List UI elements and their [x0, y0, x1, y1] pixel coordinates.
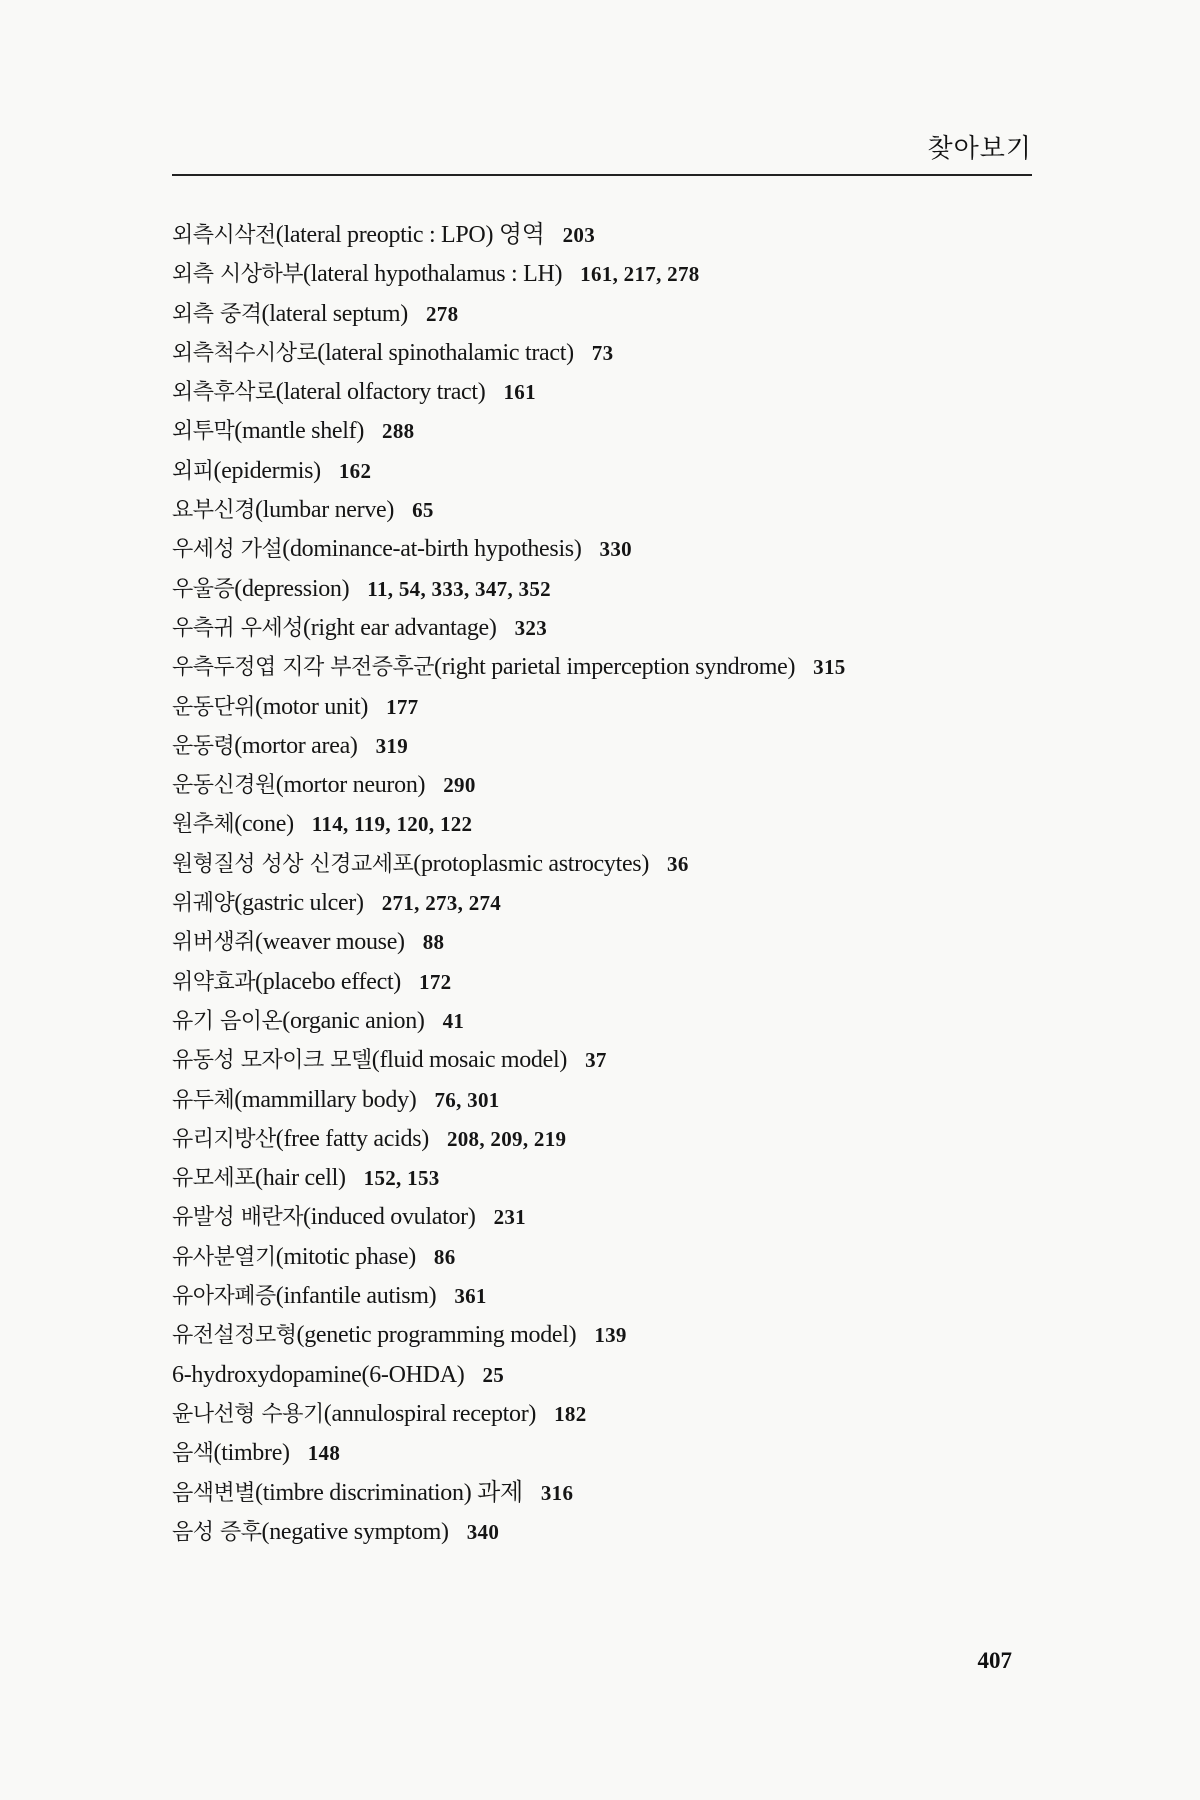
index-term-english: (lumbar nerve) — [255, 497, 395, 524]
index-term-english: (negative symptom) — [261, 1518, 449, 1545]
index-term-english: (lateral hypothalamus : LH) — [303, 261, 563, 288]
index-page-refs: 288 — [382, 419, 415, 444]
index-term-english: (lateral spinothalamic tract) — [317, 339, 574, 366]
index-page-refs: 316 — [540, 1480, 574, 1505]
index-page-refs: 36 — [667, 851, 689, 876]
index-page-refs: 161 — [503, 380, 536, 405]
index-term-english: (lateral preoptic : LPO) 영역 — [275, 222, 545, 248]
index-page-refs: 11, 54, 333, 347, 352 — [367, 576, 551, 601]
index-entry — [172, 1277, 1052, 1316]
index-entry — [172, 1356, 1052, 1395]
index-term-korean: 우세성 가설 — [172, 537, 283, 563]
index-term-korean: 외측시삭전 — [172, 223, 276, 248]
index-term-korean: 운동단위 — [172, 694, 256, 720]
index-page-refs: 323 — [514, 615, 548, 640]
index-term-korean: 외측 시상하부 — [172, 262, 304, 288]
index-term-korean: 요부신경 — [172, 498, 256, 524]
index-page-refs: 162 — [338, 458, 372, 483]
index-term-korean: 유두체 — [172, 1087, 235, 1113]
index-term-english: (fluid mosaic model) — [371, 1047, 568, 1074]
index-term-english: (protoplasmic astrocytes) — [413, 850, 650, 877]
index-entry — [172, 648, 1052, 687]
index-page-refs: 172 — [419, 969, 452, 994]
index-term-english: (timbre discrimination) 과제 — [255, 1479, 523, 1506]
index-list — [172, 216, 1052, 1552]
page-number: 407 — [977, 1648, 1012, 1673]
index-term-english: 6-hydroxydopamine(6-OHDA) — [172, 1361, 465, 1388]
index-page-refs: 290 — [443, 773, 476, 798]
index-term-korean: 원추체 — [172, 812, 235, 838]
index-term-korean: 외측척수시상로 — [172, 340, 318, 366]
index-term-korean: 윤나선형 수용기 — [172, 1401, 324, 1427]
index-entry — [172, 1238, 1052, 1277]
index-page-refs: 161, 217, 278 — [580, 262, 700, 287]
index-term-korean: 유모세포 — [172, 1166, 256, 1192]
index-entry — [172, 609, 1052, 648]
index-page-refs: 65 — [412, 498, 434, 523]
index-term-english: (placebo effect) — [255, 968, 402, 995]
index-entry — [172, 766, 1052, 805]
index-term-korean: 우측두정엽 지각 부전증후군 — [172, 655, 435, 681]
index-entry — [172, 845, 1052, 884]
index-page-refs: 271, 273, 274 — [381, 891, 502, 916]
index-term-english: (mortor area) — [234, 732, 358, 759]
index-term-english: (induced ovulator) — [303, 1204, 476, 1231]
index-entry — [172, 295, 1052, 334]
index-term-english: (dominance-at-birth hypothesis) — [282, 536, 582, 563]
index-page-refs: 25 — [482, 1362, 505, 1387]
index-entry — [172, 373, 1052, 412]
index-entry — [172, 1159, 1052, 1198]
index-entry — [172, 884, 1052, 923]
index-term-english: (gastric ulcer) — [234, 890, 364, 917]
index-term-english: (right parietal imperception syndrome) — [434, 654, 796, 681]
index-page-refs: 340 — [466, 1519, 500, 1544]
index-page-refs: 208, 209, 219 — [446, 1126, 567, 1151]
index-entry — [172, 1041, 1052, 1080]
index-entry — [172, 688, 1052, 727]
index-term-korean: 음색 — [172, 1441, 214, 1467]
index-entry — [172, 1081, 1052, 1120]
index-page-refs: 139 — [594, 1323, 627, 1348]
index-entry — [172, 570, 1052, 609]
index-page-refs: 177 — [386, 694, 419, 719]
index-entry — [172, 334, 1052, 373]
index-page-refs: 182 — [554, 1401, 587, 1426]
index-entry — [172, 1434, 1052, 1473]
index-page-refs: 278 — [425, 301, 459, 326]
index-term-english: (epidermis) — [213, 457, 321, 484]
index-term-english: (genetic programming model) — [296, 1322, 577, 1349]
index-entry — [172, 1513, 1052, 1552]
index-term-english: (organic anion) — [282, 1007, 425, 1034]
index-term-english: (infantile autism) — [275, 1283, 437, 1310]
index-entry — [172, 1316, 1052, 1355]
index-term-korean: 유사분열기 — [172, 1244, 276, 1270]
index-entry — [172, 530, 1052, 569]
index-term-korean: 우울증 — [172, 576, 235, 602]
index-term-korean: 위버생쥐 — [172, 930, 256, 956]
index-term-english: (depression) — [234, 575, 350, 602]
index-entry — [172, 216, 1052, 255]
index-entry — [172, 805, 1052, 844]
index-entry — [172, 1002, 1052, 1041]
index-term-korean: 유전설정모형 — [172, 1323, 297, 1349]
index-term-korean: 음성 증후 — [172, 1519, 262, 1545]
index-page-refs: 73 — [591, 340, 614, 365]
index-entry — [172, 1474, 1052, 1513]
index-entry — [172, 452, 1052, 491]
index-page-refs: 76, 301 — [434, 1087, 500, 1112]
index-entry — [172, 923, 1052, 962]
index-term-english: (lateral septum) — [261, 300, 408, 327]
index-page-refs: 203 — [562, 223, 596, 247]
index-term-english: (timbre) — [213, 1440, 290, 1467]
index-page-refs: 330 — [599, 537, 632, 562]
index-term-korean: 유동성 모자이크 모델 — [172, 1048, 372, 1074]
index-term-english: (lateral olfactory tract) — [275, 379, 486, 406]
index-page-refs: 86 — [433, 1244, 456, 1269]
index-page-refs: 152, 153 — [363, 1166, 440, 1191]
index-term-korean: 음색변별 — [172, 1480, 256, 1506]
index-term-korean: 유아자폐증 — [172, 1284, 276, 1310]
index-term-english: (mantle shelf) — [234, 418, 365, 445]
index-term-korean: 외측후삭로 — [172, 380, 276, 406]
index-term-korean: 우측귀 우세성 — [172, 615, 304, 641]
index-term-english: (motor unit) — [255, 693, 369, 720]
index-page-refs: 361 — [454, 1284, 487, 1309]
index-entry — [172, 1395, 1052, 1434]
index-page-refs: 114, 119, 120, 122 — [311, 812, 473, 837]
index-term-korean: 원형질성 성상 신경교세포 — [172, 851, 414, 877]
index-page-refs: 41 — [442, 1008, 465, 1033]
index-entry — [172, 1198, 1052, 1237]
index-entry — [172, 412, 1052, 451]
index-term-english: (right ear advantage) — [303, 614, 497, 641]
index-term-korean: 위약효과 — [172, 969, 256, 995]
index-term-korean: 외투막 — [172, 419, 235, 445]
section-title: 찾아보기 — [927, 134, 1032, 164]
index-term-korean: 유리지방산 — [172, 1126, 276, 1152]
index-term-korean: 운동신경원 — [172, 773, 276, 799]
index-term-english: (cone) — [234, 811, 294, 838]
index-term-korean: 운동령 — [172, 733, 235, 759]
index-term-korean: 외측 중격 — [172, 301, 262, 327]
index-term-english: (free fatty acids) — [275, 1125, 429, 1152]
index-term-korean: 외피 — [172, 458, 214, 484]
index-entry — [172, 255, 1052, 294]
index-page-refs: 319 — [375, 733, 409, 758]
index-term-english: (annulospiral receptor) — [323, 1400, 537, 1427]
index-page-refs: 231 — [493, 1205, 526, 1230]
index-term-english: (mitotic phase) — [275, 1243, 416, 1270]
index-page-refs: 37 — [585, 1048, 607, 1073]
index-entry — [172, 963, 1052, 1002]
index-entry — [172, 491, 1052, 530]
index-term-english: (mammillary body) — [234, 1086, 417, 1113]
index-page-refs: 315 — [813, 655, 846, 680]
index-entry — [172, 727, 1052, 766]
index-term-english: (hair cell) — [255, 1165, 346, 1192]
index-term-korean: 유발성 배란자 — [172, 1205, 304, 1231]
index-term-korean: 유기 음이온 — [172, 1008, 283, 1034]
index-term-english: (weaver mouse) — [255, 929, 405, 956]
index-page-refs: 88 — [422, 930, 445, 955]
index-term-korean: 위궤양 — [172, 891, 235, 917]
index-entry — [172, 1120, 1052, 1159]
running-header — [172, 128, 1032, 176]
index-page-refs: 148 — [307, 1441, 341, 1466]
index-term-english: (mortor neuron) — [275, 772, 426, 799]
